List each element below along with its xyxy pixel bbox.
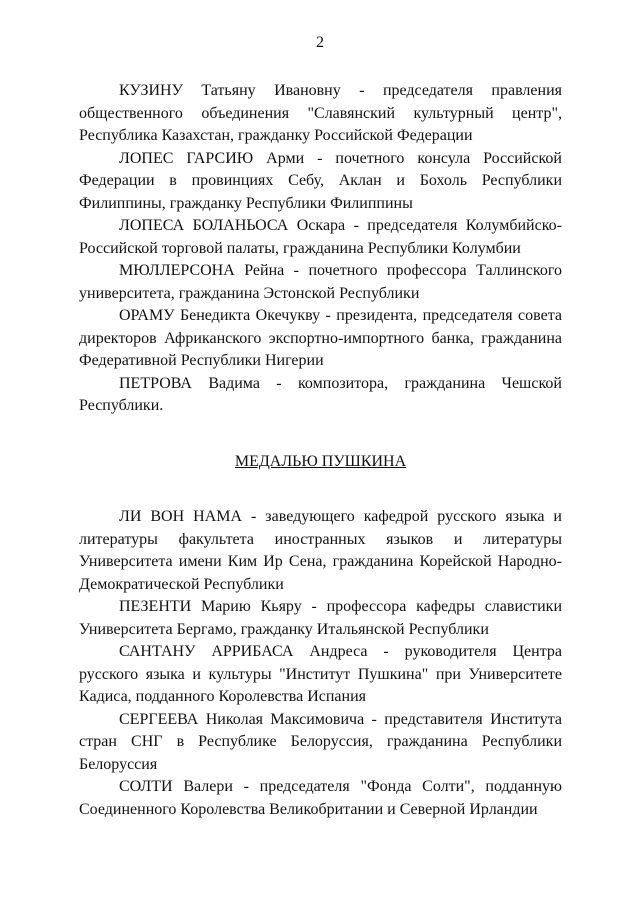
award-entry: ЛИ ВОН НАМА - заведующего кафедрой русского языка и литературы факультета иностранных языков и литературы Университета имени Ким Ир Сена, гражданина Корейской Народно-Демократической Республики [79,508,562,593]
award-entry: ЛОПЕС ГАРСИЮ Арми - почетного консула Российской Федерации в провинциях Себу, Аклан и Бохоль Республики Филиппины, гражданку Республики Филиппины [79,149,562,212]
award-entry: ПЕТРОВА Вадима - композитора, гражданина Чешской Республики. [79,374,562,414]
award-entry: СЕРГЕЕВА Николая Максимовича - представителя Института стран СНГ в Республике Белоруссия, гражданина Республики Белоруссия [79,710,562,773]
award-entry: ЛОПЕСА БОЛАНЬОСА Оскара - председателя Колумбийско-Российской торговой палаты, гражданина Республики Колумбии [79,217,562,257]
award-entry: СОЛТИ Валери - председателя "Фонда Солти", подданную Соединенного Королевства Великобритании и Северной Ирландии [79,778,562,818]
award-entry: ПЕЗЕНТИ Марию Кьяру - профессора кафедры славистики Университета Бергамо, гражданку Итальянской Республики [79,598,562,638]
page-number: 2 [316,34,324,51]
section-heading: МЕДАЛЬЮ ПУШКИНА [234,452,407,470]
award-entry: ОРАМУ Бенедикта Окечукву - президента, председателя совета директоров Африканского экспортно-импортного банка, гражданина Федеративной Республики Нигерии [79,307,562,369]
award-entry: КУЗИНУ Татьяну Ивановну - председателя правления общественного объединения "Славянский культурный центр", Республика Казахстан, гражданку Российской Федерации [79,82,562,144]
award-entry: САНТАНУ АРРИБАСА Андреса - руководителя Центра русского языка и культуры "Институт Пушкина" при Университете Кадиса, подданного Королевства Испания [79,643,562,705]
award-entry: МЮЛЛЕРСОНА Рейна - почетного профессора Таллинского университета, гражданина Эстонской Республики [79,262,562,302]
document-body [79,80,562,821]
